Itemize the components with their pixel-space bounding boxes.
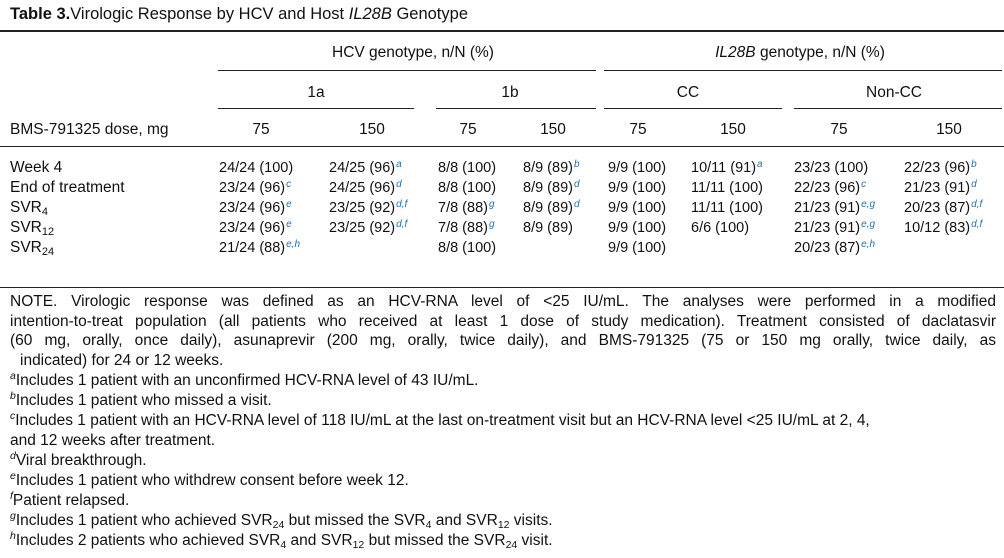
- header-bottom-rule: [0, 146, 1004, 147]
- row-label: End of treatment: [10, 179, 125, 196]
- rule-1b: [436, 108, 596, 109]
- table-cell: 11/11 (100): [691, 180, 764, 196]
- dose-label: BMS-791325 dose, mg: [10, 121, 169, 138]
- table-cell: 24/25 $(96)^a$: [329, 159, 402, 176]
- il28b-group-rule: [604, 70, 1002, 71]
- table-cell: 7/8 $(88)^g$: [438, 219, 495, 236]
- table-cell: 24/25 $(96)^d$: [329, 179, 402, 196]
- group-header-il28b-gene: IL28B: [715, 44, 756, 61]
- table-cell: 21/23 $(91)^d$: [904, 179, 977, 196]
- row-label: Week 4: [10, 159, 63, 176]
- footnote-f: $^f$Patient relapsed.: [10, 490, 130, 509]
- table-cell: 23/24 $(96)^e$: [219, 199, 292, 216]
- subheader-1a: 1a: [307, 84, 325, 101]
- dose-header: 150: [936, 121, 962, 138]
- footnote-a: $^a$Includes 1 patient with an unconfirmed HCV-RNA level of 43 IU/mL.: [10, 370, 479, 389]
- footnote-c-cont: and 12 weeks after treatment.: [10, 432, 216, 449]
- dose-header: 150: [540, 121, 566, 138]
- table-bottom-rule: [0, 287, 1004, 288]
- footnote-b: $^b$Includes 1 patient who missed a visit.: [10, 390, 272, 409]
- table-cell: 7/8 $(88)^g$: [438, 199, 495, 216]
- table-cell: 23/23 (100): [794, 160, 869, 176]
- table-cell: 10/11 $(91)^a$: [691, 159, 763, 176]
- table-cell: 8/9 $(89)^d$: [523, 179, 580, 196]
- table-cell: 22/23 $(96)^c$: [794, 179, 867, 196]
- table-cell: 20/23 $(87)^{e,h}$: [794, 239, 876, 256]
- footnote-g: $^g$Includes 1 patient who achieved $SVR_{24}$ but missed the $SVR_4$ and $SVR_{12}$ visits.: [10, 510, 553, 531]
- table-cell: 9/9 (100): [608, 160, 667, 176]
- table-cell: 21/24 $(88)^{e,h}$: [219, 239, 301, 256]
- dose-header: 150: [720, 121, 746, 138]
- table-top-rule: [0, 30, 1004, 32]
- footnote-h: $^h$Includes 2 patients who achieved $SVR_4$ and $SVR_{12}$ but missed the $SVR_{24}$ visit.: [10, 530, 553, 551]
- table-cell: 23/25 $(92)^{d,f}$: [329, 199, 408, 216]
- table-cell: 8/9 $(89)^b$: [523, 159, 580, 176]
- footnote-e: $^e$Includes 1 patient who withdrew consent before week 12.: [10, 470, 409, 489]
- table-cell: 21/23 $(91)^{e,g}$: [794, 199, 876, 216]
- table-title-suffix: Genotype: [391, 5, 468, 23]
- hcv-group-rule: [218, 70, 596, 71]
- table-cell: 22/23 $(96)^b$: [904, 159, 977, 176]
- dose-header: 150: [359, 121, 385, 138]
- table-title-prefix: Virologic Response by HCV and Host: [70, 5, 349, 23]
- table-cell: 9/9 (100): [608, 240, 667, 256]
- note-line: (60 mg, orally, once daily), asunaprevir (200 mg, orally, twice daily), and BMS-791325 (75 or 150 mg orally, twice daily, as: [10, 332, 996, 349]
- table-cell: 9/9 (100): [608, 180, 667, 196]
- table-cell: 8/8 (100): [438, 240, 497, 256]
- table-note: [10, 292, 996, 370]
- table-cell: 24/24 (100): [219, 160, 294, 176]
- table-cell: 8/8 (100): [438, 160, 497, 176]
- row-label: $SVR_{12}$: [10, 219, 55, 238]
- table-cell: 23/24 $(96)^c$: [219, 179, 292, 196]
- table-label: Table 3.: [10, 5, 71, 23]
- group-header-il28b: [715, 44, 885, 62]
- table-cell: 10/12 $(83)^{d,f}$: [904, 219, 983, 236]
- footnote-c: $^c$Includes 1 patient with an HCV-RNA level of 118 IU/mL at the last on-treatment visit but an HCV-RNA level <25 IU/mL at 2, 4,: [10, 410, 870, 429]
- rule-non-cc: [794, 108, 1002, 109]
- table-cell: 11/11 (100): [691, 200, 764, 216]
- dose-header: 75: [830, 121, 848, 138]
- group-header-il28b-rest: genotype, n/N (%): [755, 44, 885, 61]
- note-line: indicated) for 24 or 12 weeks.: [20, 351, 224, 369]
- footnote-d: $^d$Viral breakthrough.: [10, 450, 147, 469]
- subheader-non-cc: Non-CC: [866, 84, 922, 101]
- table-cell: 23/25 $(92)^{d,f}$: [329, 219, 408, 236]
- dose-header: 75: [252, 121, 270, 138]
- table-cell: 21/23 $(91)^{e,g}$: [794, 219, 876, 236]
- table-cell: 6/6 (100): [691, 220, 750, 236]
- subheader-1b: 1b: [501, 84, 519, 101]
- row-label: $SVR_4$: [10, 199, 48, 218]
- dose-header: 75: [629, 121, 647, 138]
- note-line: intention-to-treat population (all patients who received at least 1 dose of study medication). Treatment consisted of daclatasvir: [10, 312, 996, 330]
- group-header-hcv: HCV genotype, n/N (%): [332, 44, 494, 61]
- note-line: NOTE. Virologic response was defined as an HCV-RNA level of <25 IU/mL. The analyses were performed in a modified: [10, 293, 996, 310]
- table-title-gene: IL28B: [348, 5, 392, 23]
- rule-1a: [218, 108, 414, 109]
- dose-header: 75: [459, 121, 477, 138]
- table-cell: 9/9 (100): [608, 200, 667, 216]
- rule-cc: [604, 108, 782, 109]
- table-caption: [10, 5, 468, 24]
- table-cell: 8/9 $(89)^d$: [523, 199, 580, 216]
- table-cell: 20/23 $(87)^{d,f}$: [904, 199, 983, 216]
- table-cell: 23/24 $(96)^e$: [219, 219, 292, 236]
- table-cell: 8/9 (89): [523, 220, 573, 236]
- table-cell: 8/8 (100): [438, 180, 497, 196]
- table-cell: 9/9 (100): [608, 220, 667, 236]
- row-label: $SVR_{24}$: [10, 239, 55, 258]
- subheader-cc: CC: [676, 84, 700, 101]
